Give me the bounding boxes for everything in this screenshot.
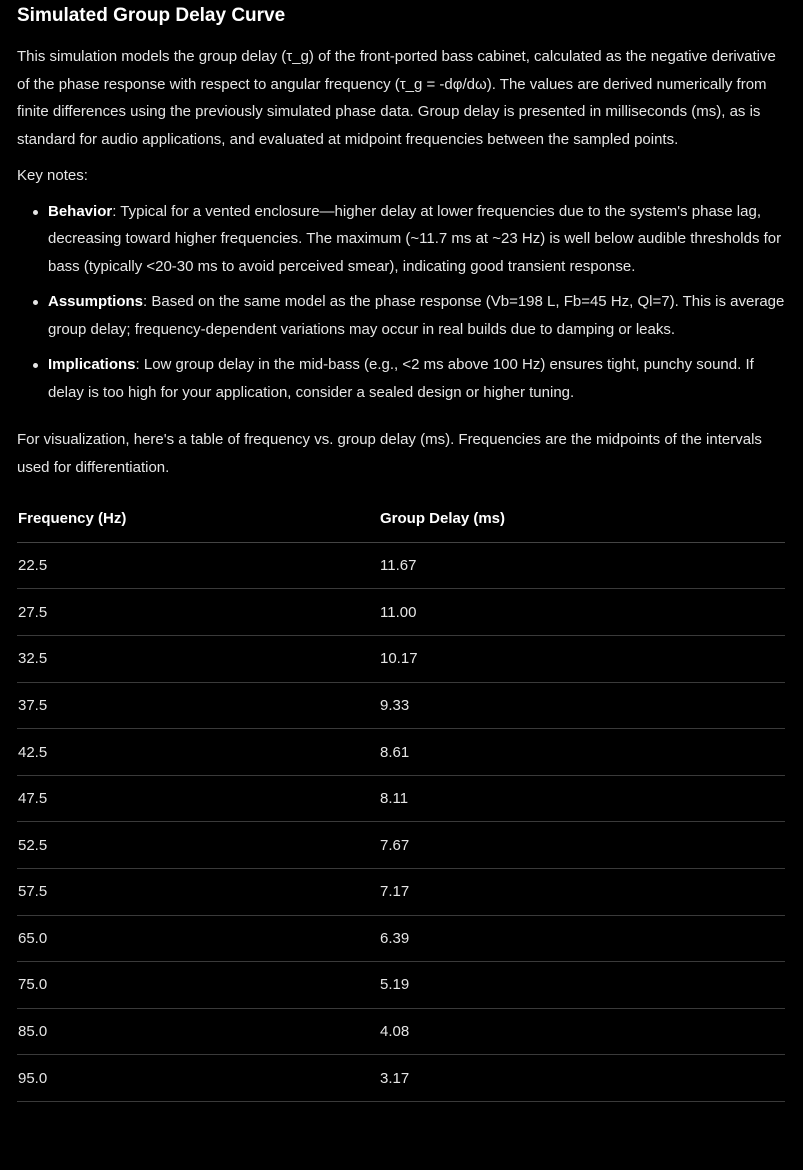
note-implications	[48, 351, 785, 406]
cell-frequency: 32.5	[17, 636, 379, 683]
cell-frequency: 47.5	[17, 775, 379, 822]
cell-group-delay: 4.08	[379, 1008, 785, 1055]
note-label: Assumptions	[48, 293, 144, 311]
cell-group-delay: 5.19	[379, 962, 785, 1009]
table-row	[17, 729, 785, 776]
cell-group-delay: 11.67	[379, 542, 785, 589]
table-row	[17, 775, 785, 822]
intro-paragraph: This simulation models the group delay (τ_g) of the front-ported bass cabinet, calculated as the negative derivative of the phase response with respect to angular frequency (τ_g = -dφ/dω). The values are derived numerically from finite differences using the previously simulated phase data. Group delay is presented in milliseconds (ms), as is standard for audio applications, and evaluated at midpoint frequencies between the sampled points.	[17, 48, 776, 149]
cell-group-delay: 9.33	[379, 682, 785, 729]
note-label: Implications	[48, 356, 136, 374]
cell-frequency: 22.5	[17, 542, 379, 589]
note-text: : Typical for a vented enclosure—higher delay at lower frequencies due to the system's phase lag, decreasing toward higher frequencies. The maximum (~11.7 ms at ~23 Hz) is well below audible thresholds for bass (typically <20-30 ms to avoid perceived smear), indicating good transient response.	[48, 202, 782, 275]
table-row	[17, 636, 785, 683]
table-row	[17, 962, 785, 1009]
cell-group-delay: 6.39	[379, 915, 785, 962]
note-assumptions	[48, 288, 785, 343]
cell-frequency: 37.5	[17, 682, 379, 729]
cell-frequency: 85.0	[17, 1008, 379, 1055]
note-label: Behavior	[48, 202, 113, 220]
group-delay-table	[17, 496, 785, 1102]
table-row	[17, 915, 785, 962]
note-text: : Low group delay in the mid-bass (e.g., <2 ms above 100 Hz) ensures tight, punchy sound. If delay is too high for your application, consider a sealed design or higher tuning.	[48, 356, 754, 401]
table-header-row	[17, 496, 785, 543]
cell-group-delay: 7.67	[379, 822, 785, 869]
key-notes-label: Key notes:	[17, 166, 88, 184]
cell-group-delay: 8.61	[379, 729, 785, 776]
cell-frequency: 65.0	[17, 915, 379, 962]
cell-frequency: 27.5	[17, 589, 379, 636]
table-row	[17, 1055, 785, 1102]
table-row	[17, 1008, 785, 1055]
table-row	[17, 542, 785, 589]
cell-frequency: 52.5	[17, 822, 379, 869]
cell-group-delay: 3.17	[379, 1055, 785, 1102]
header-frequency: Frequency (Hz)	[17, 496, 379, 543]
section-title: Simulated Group Delay Curve	[17, 5, 286, 26]
note-behavior	[48, 198, 785, 281]
key-notes-list	[17, 198, 785, 407]
cell-group-delay: 8.11	[379, 775, 785, 822]
cell-group-delay: 11.00	[379, 589, 785, 636]
table-row	[17, 822, 785, 869]
cell-group-delay: 7.17	[379, 869, 785, 916]
cell-frequency: 95.0	[17, 1055, 379, 1102]
cell-frequency: 75.0	[17, 962, 379, 1009]
note-text: : Based on the same model as the phase response (Vb=198 L, Fb=45 Hz, Ql=7). This is average group delay; frequency-dependent variations may occur in real builds due to damping or leaks.	[48, 293, 785, 338]
visualization-paragraph: For visualization, here's a table of frequency vs. group delay (ms). Frequencies are the midpoints of the intervals used for differentiation.	[17, 431, 762, 477]
table-row	[17, 869, 785, 916]
table-row	[17, 682, 785, 729]
table-row	[17, 589, 785, 636]
cell-frequency: 57.5	[17, 869, 379, 916]
cell-group-delay: 10.17	[379, 636, 785, 683]
header-group-delay: Group Delay (ms)	[379, 496, 785, 543]
cell-frequency: 42.5	[17, 729, 379, 776]
